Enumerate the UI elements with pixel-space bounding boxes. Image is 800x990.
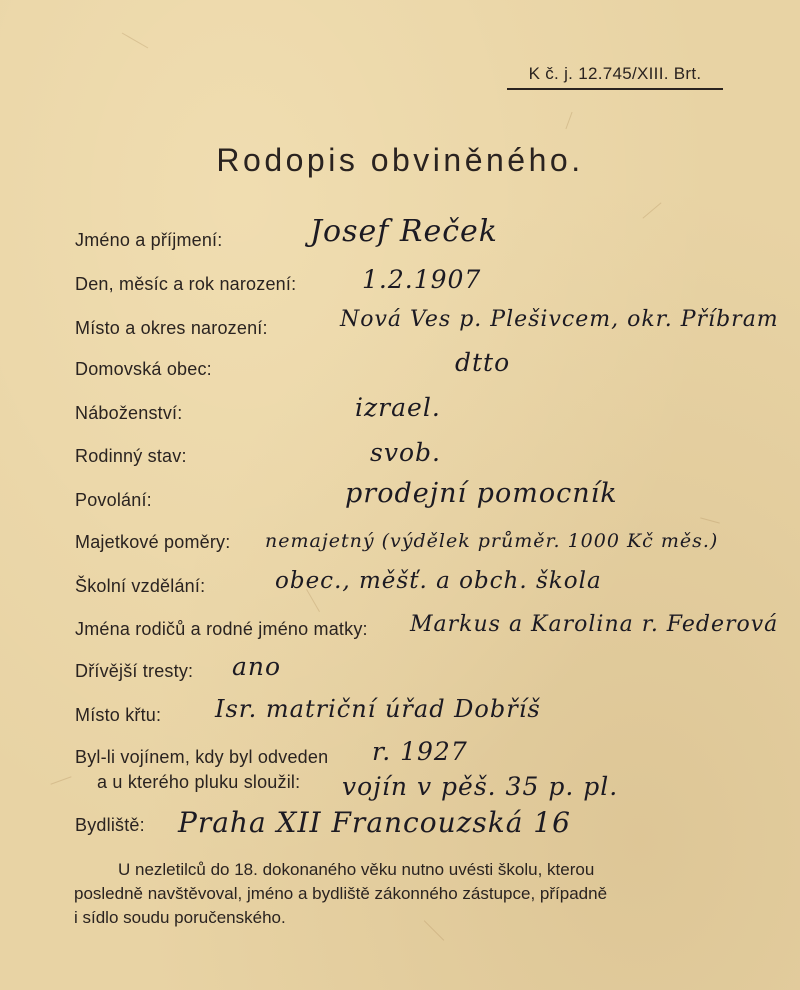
field-label-birth-place: Místo a okres narození:: [75, 318, 268, 338]
field-value-military-enlisted: r. 1927: [372, 737, 468, 766]
page-title: Rodopis obviněného.: [216, 142, 584, 178]
reference-number: K č. j. 12.745/XIII. Brt.: [507, 64, 723, 90]
field-value-baptism-place: Isr. matriční úřad Dobříš: [215, 695, 541, 723]
field-label-baptism-place: Místo křtu:: [75, 705, 162, 725]
field-label-military-enlisted: Byl-li vojínem, kdy byl odveden: [75, 747, 329, 767]
field-value-marital-status: svob.: [370, 438, 441, 467]
field-label-marital-status: Rodinný stav:: [75, 446, 187, 466]
field-label-military-regiment: a u kterého pluku sloužil:: [97, 772, 301, 792]
field-value-residence: Praha XII Francouzská 16: [178, 806, 571, 839]
field-label-birth-date: Den, měsíc a rok narození:: [75, 274, 297, 294]
field-value-occupation: prodejní pomocník: [345, 478, 618, 509]
field-value-home-municipality: dtto: [455, 348, 511, 377]
field-label-religion: Náboženství:: [75, 403, 183, 423]
field-value-birth-place: Nová Ves p. Plešivcem, okr. Příbram: [340, 307, 779, 332]
note-line: i sídlo soudu poručenského.: [74, 908, 286, 927]
field-label-previous-convictions: Dřívější tresty:: [75, 661, 194, 681]
field-label-home-municipality: Domovská obec:: [75, 359, 212, 379]
field-label-education: Školní vzdělání:: [75, 576, 206, 596]
field-label-residence: Bydliště:: [75, 815, 145, 835]
note-line: U nezletilců do 18. dokonaného věku nutno uvésti školu, kterou: [118, 860, 595, 879]
field-label-property: Majetkové poměry:: [75, 532, 231, 552]
field-value-birth-date: 1.2.1907: [362, 265, 482, 294]
field-value-name: Josef Reček: [310, 214, 498, 249]
field-value-religion: izrael.: [355, 393, 441, 422]
field-value-parents: Markus a Karolina r. Federová: [410, 612, 779, 637]
field-value-property: nemajetný (výdělek průměr. 1000 Kč měs.): [265, 530, 719, 552]
field-label-parents: Jména rodičů a rodné jméno matky:: [75, 619, 368, 639]
field-value-previous-convictions: ano: [232, 652, 282, 681]
field-value-military-regiment: vojín v pěš. 35 p. pl.: [342, 772, 619, 801]
minor-instructions-note: [74, 858, 734, 930]
field-value-education: obec., měšť. a obch. škola: [275, 568, 602, 594]
field-label-name: Jméno a příjmení:: [75, 230, 223, 250]
note-line: posledně navštěvoval, jméno a bydliště zákonného zástupce, případně: [74, 884, 608, 903]
field-label-occupation: Povolání:: [75, 490, 152, 510]
